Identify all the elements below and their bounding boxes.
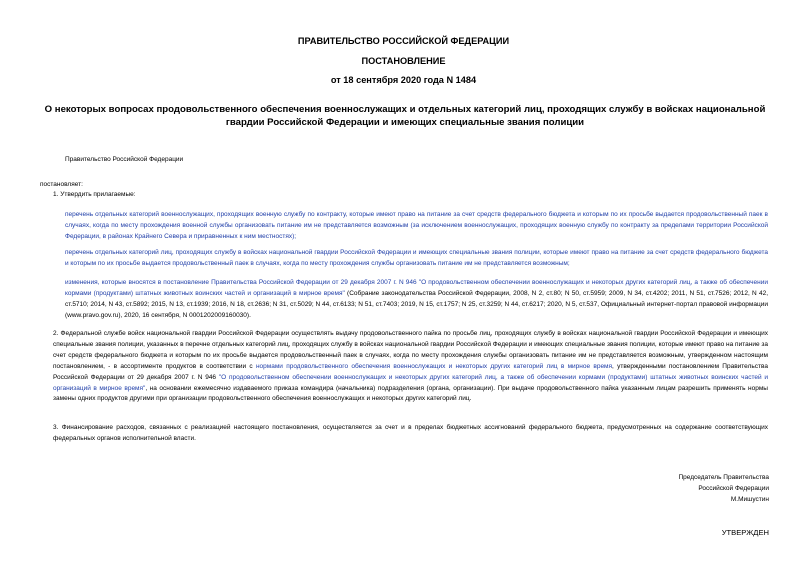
signature-country: Российской Федерации <box>698 485 769 492</box>
item-2-text-b: , утвержденными постановлением Правительства Российской Федерации от 29 декабря 2007 г. N 946 <box>53 362 768 381</box>
list-item-2[interactable] <box>65 248 768 270</box>
government-heading: ПРАВИТЕЛЬСТВО РОССИЙСКОЙ ФЕДЕРАЦИИ <box>297 36 510 46</box>
item-2-text-a: 2. Федеральной службе войск национальной гвардии Российской Федерации осуществлять выдачу продовольственного пайка по просьбе лиц, проходящих службу в войсках национальной гвардии Российской Федерации и имеющих специальные звания полиции, указанных в перечне отдельных категорий лиц, проходящих службу в войсках национальной гвардии Российской Федерации и имеющих специальные звания полиции, которые имеют право на питание за счет средств федерального бюджета и которым по их просьбе выдается продовольственный паек в случаях, когда по месту прохождения службы организовать питание им не представляется возможным, утвержденном настоящим постановлением, - в ассортименте продуктов в соответствии с <box>53 330 768 370</box>
item-2-text-c: , на основании ежемесячно издаваемого приказа командира (начальника) подразделения (органа, организации). При выдаче продовольственного пайка указанным лицам разрешить применять нормы замены одних продуктов другими при организации продовольственного обеспечения военнослужащих и некоторых других категорий лиц. <box>53 384 768 403</box>
list-item-2-text: перечень отдельных категорий лиц, проходящих службу в войсках национальной гвардии Российской Федерации и имеющих специальные звания полиции, которые имеют право на питание за счет средств федерального бюджета и которым по их просьбе выдается продовольственный паек в случаях, когда по месту прохождения службы организовать питание им не представляется возможным; <box>65 249 768 267</box>
government-line: Правительство Российской Федерации <box>65 156 184 163</box>
list-item-1-text: перечень отдельных категорий военнослужащих, проходящих военную службу по контракту, которые имеют право на питание за счет средств федерального бюджета и которым по их просьбе выдается продовольственный паек в случаях, когда по месту прохождения военной службы организовать питание им не представляется возможным (за исключением военнослужащих, проходящих военную службу по контракту за пределами территории Российской Федерации, в районах Крайнего Севера и приравненных к ним местностях); <box>65 211 768 240</box>
document-type-heading: ПОСТАНОВЛЕНИЕ <box>361 56 446 66</box>
date-number-heading: от 18 сентября 2020 года N 1484 <box>330 75 477 85</box>
item-2-norms-link[interactable]: нормами продовольственного обеспечения военнослужащих и некоторых других категорий лиц в мирное время <box>255 362 613 370</box>
item-1-intro: 1. Утвердить прилагаемые: <box>53 191 136 198</box>
signature-position: Председатель Правительства <box>678 474 769 481</box>
list-item-3-resolution-link[interactable]: "О продовольственном обеспечении военнослужащих и некоторых других категорий лиц, а также об обеспечении кормами (продуктами) штатных животных воинских частей и организаций в мирное время" <box>65 279 768 297</box>
document-title: О некоторых вопросах продовольственного обеспечения военнослужащих и отдельных категорий лиц, проходящих службу в войсках национальной гвардии Российской Федерации и имеющих специальные звания полиции <box>44 104 766 128</box>
item-3 <box>53 423 768 445</box>
item-2 <box>53 329 768 405</box>
list-item-3 <box>65 278 768 322</box>
signature-name: М.Мишустин <box>730 496 769 503</box>
item-2-resolution-link[interactable]: "О продовольственном обеспечении военнослужащих и некоторых других категорий лиц, а также об обеспечении кормами (продуктами) штатных животных воинских частей и организаций в мирное время" <box>53 373 769 392</box>
decides-line: постановляет: <box>40 181 83 188</box>
list-item-3-citations: (Собрание законодательства Российской Федерации, 2008, N 2, ст.80; N 50, ст.5959; 2009, N 34, ст.4202; 2011, N 51, ст.7526; 2012, N 42, ст.5710; 2014, N 43, ст.5892; 2015, N 13, ст.1939; 2016, N 18, ст.2636; N 31, ст.5029; N 44, ст.6133; N 51, ст.7403; 2019, N 15, ст.1757; N 25, ст.3259; N 44, ст.6217; 2020, N 5, ст.537, Официальный интернет-портал правовой информации (www.pravo.gov.ru), 2020, 16 сентября, N 0001202009160030). <box>65 289 769 319</box>
item-3-text: 3. Финансирование расходов, связанных с реализацией настоящего постановления, осуществляется за счет и в пределах бюджетных ассигнований федерального бюджета, предусмотренных на содержание соответствующих федеральных органов исполнительной власти. <box>53 424 768 442</box>
list-item-3-intro-link[interactable]: изменения, которые вносятся в постановление Правительства Российской Федерации от 29 декабря 2007 г. N 946 <box>65 279 419 286</box>
list-item-1[interactable] <box>65 210 768 243</box>
approved-label: УТВЕРЖДЕН <box>721 528 769 537</box>
